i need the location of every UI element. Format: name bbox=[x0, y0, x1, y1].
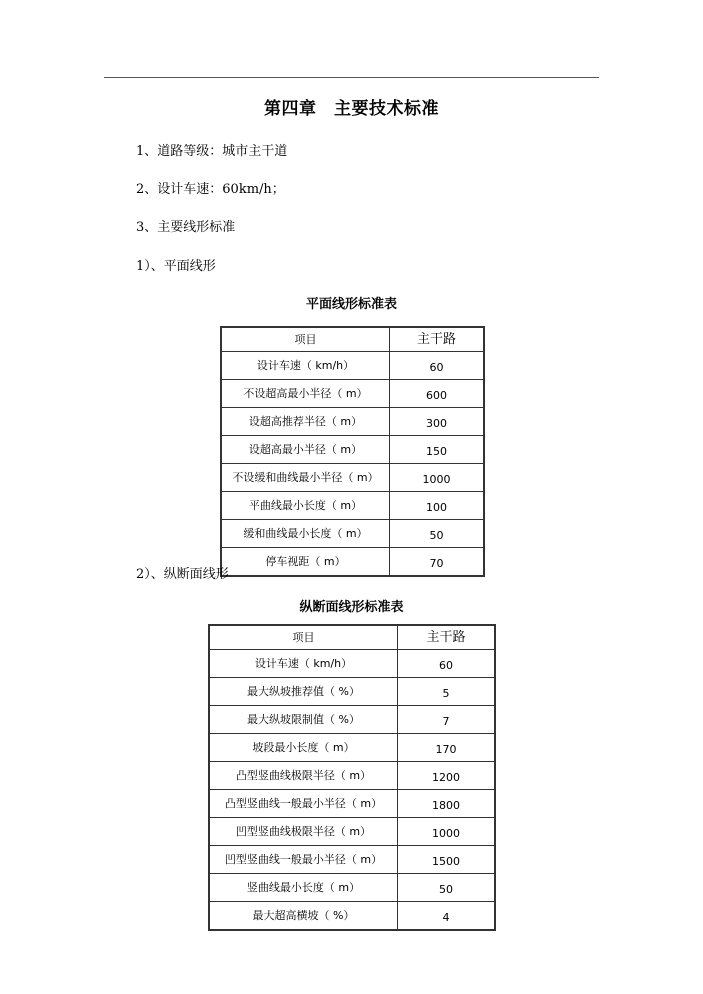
row-value: 170 bbox=[398, 734, 496, 762]
row-value: 300 bbox=[390, 408, 485, 436]
table-row bbox=[221, 408, 484, 436]
row-label: 最大纵坡限制值（ %） bbox=[209, 706, 398, 734]
row-label: 凹型竖曲线极限半径（ m） bbox=[209, 818, 398, 846]
row-label: 缓和曲线最小长度（ m） bbox=[221, 520, 390, 548]
row-value: 70 bbox=[390, 548, 485, 577]
header-rule bbox=[104, 77, 599, 78]
row-value: 1500 bbox=[398, 846, 496, 874]
plane-alignment-table bbox=[220, 326, 485, 577]
row-label: 设超高推荐半径（ m） bbox=[221, 408, 390, 436]
table-header-row bbox=[221, 327, 484, 352]
row-label: 凸型竖曲线一般最小半径（ m） bbox=[209, 790, 398, 818]
table2-caption: 纵断面线形标准表 bbox=[299, 600, 404, 615]
row-label: 凸型竖曲线极限半径（ m） bbox=[209, 762, 398, 790]
table-row bbox=[209, 874, 495, 902]
item-main-alignment: 3、主要线形标准 bbox=[136, 220, 236, 235]
row-value: 1000 bbox=[398, 818, 496, 846]
table-row bbox=[209, 706, 495, 734]
item-design-speed: 2、设计车速：60km/h； bbox=[136, 182, 285, 197]
row-label: 平曲线最小长度（ m） bbox=[221, 492, 390, 520]
header-item: 项目 bbox=[209, 625, 398, 650]
table-row bbox=[221, 352, 484, 380]
table-row bbox=[221, 380, 484, 408]
table-row bbox=[221, 548, 484, 577]
table-row bbox=[209, 818, 495, 846]
row-label: 竖曲线最小长度（ m） bbox=[209, 874, 398, 902]
item-road-grade: 1、道路等级：城市主干道 bbox=[136, 144, 288, 159]
row-value: 4 bbox=[398, 902, 496, 931]
table-row bbox=[209, 650, 495, 678]
chapter-title: 第四章 主要技术标准 bbox=[264, 99, 439, 119]
row-value: 60 bbox=[398, 650, 496, 678]
table-row bbox=[221, 436, 484, 464]
row-label: 设计车速（ km/h） bbox=[209, 650, 398, 678]
row-label: 凹型竖曲线一般最小半径（ m） bbox=[209, 846, 398, 874]
table-row bbox=[209, 678, 495, 706]
row-label: 不设超高最小半径（ m） bbox=[221, 380, 390, 408]
table-row bbox=[209, 734, 495, 762]
row-value: 50 bbox=[398, 874, 496, 902]
row-label: 最大超高横坡（ %） bbox=[209, 902, 398, 931]
table-row bbox=[221, 464, 484, 492]
row-label: 设计车速（ km/h） bbox=[221, 352, 390, 380]
profile-alignment-table bbox=[208, 624, 496, 931]
table-row bbox=[209, 902, 495, 931]
row-value: 1200 bbox=[398, 762, 496, 790]
header-arterial: 主干路 bbox=[390, 327, 485, 352]
table-row bbox=[221, 492, 484, 520]
header-arterial: 主干路 bbox=[398, 625, 496, 650]
table1-caption: 平面线形标准表 bbox=[305, 297, 397, 312]
row-value: 150 bbox=[390, 436, 485, 464]
row-label: 停车视距（ m） bbox=[221, 548, 390, 577]
row-value: 60 bbox=[390, 352, 485, 380]
row-value: 100 bbox=[390, 492, 485, 520]
row-label: 坡段最小长度（ m） bbox=[209, 734, 398, 762]
table-header-row bbox=[209, 625, 495, 650]
row-value: 1000 bbox=[390, 464, 485, 492]
table-row bbox=[209, 762, 495, 790]
table-row bbox=[209, 846, 495, 874]
row-value: 600 bbox=[390, 380, 485, 408]
table-row bbox=[209, 790, 495, 818]
item-plane-alignment: 1）、平面线形 bbox=[136, 259, 216, 274]
row-label: 不设缓和曲线最小半径（ m） bbox=[221, 464, 390, 492]
row-label: 设超高最小半径（ m） bbox=[221, 436, 390, 464]
header-item: 项目 bbox=[221, 327, 390, 352]
row-value: 7 bbox=[398, 706, 496, 734]
row-label: 最大纵坡推荐值（ %） bbox=[209, 678, 398, 706]
row-value: 50 bbox=[390, 520, 485, 548]
row-value: 1800 bbox=[398, 790, 496, 818]
row-value: 5 bbox=[398, 678, 496, 706]
table-row bbox=[221, 520, 484, 548]
item-profile-alignment: 2）、纵断面线形 bbox=[136, 567, 229, 582]
